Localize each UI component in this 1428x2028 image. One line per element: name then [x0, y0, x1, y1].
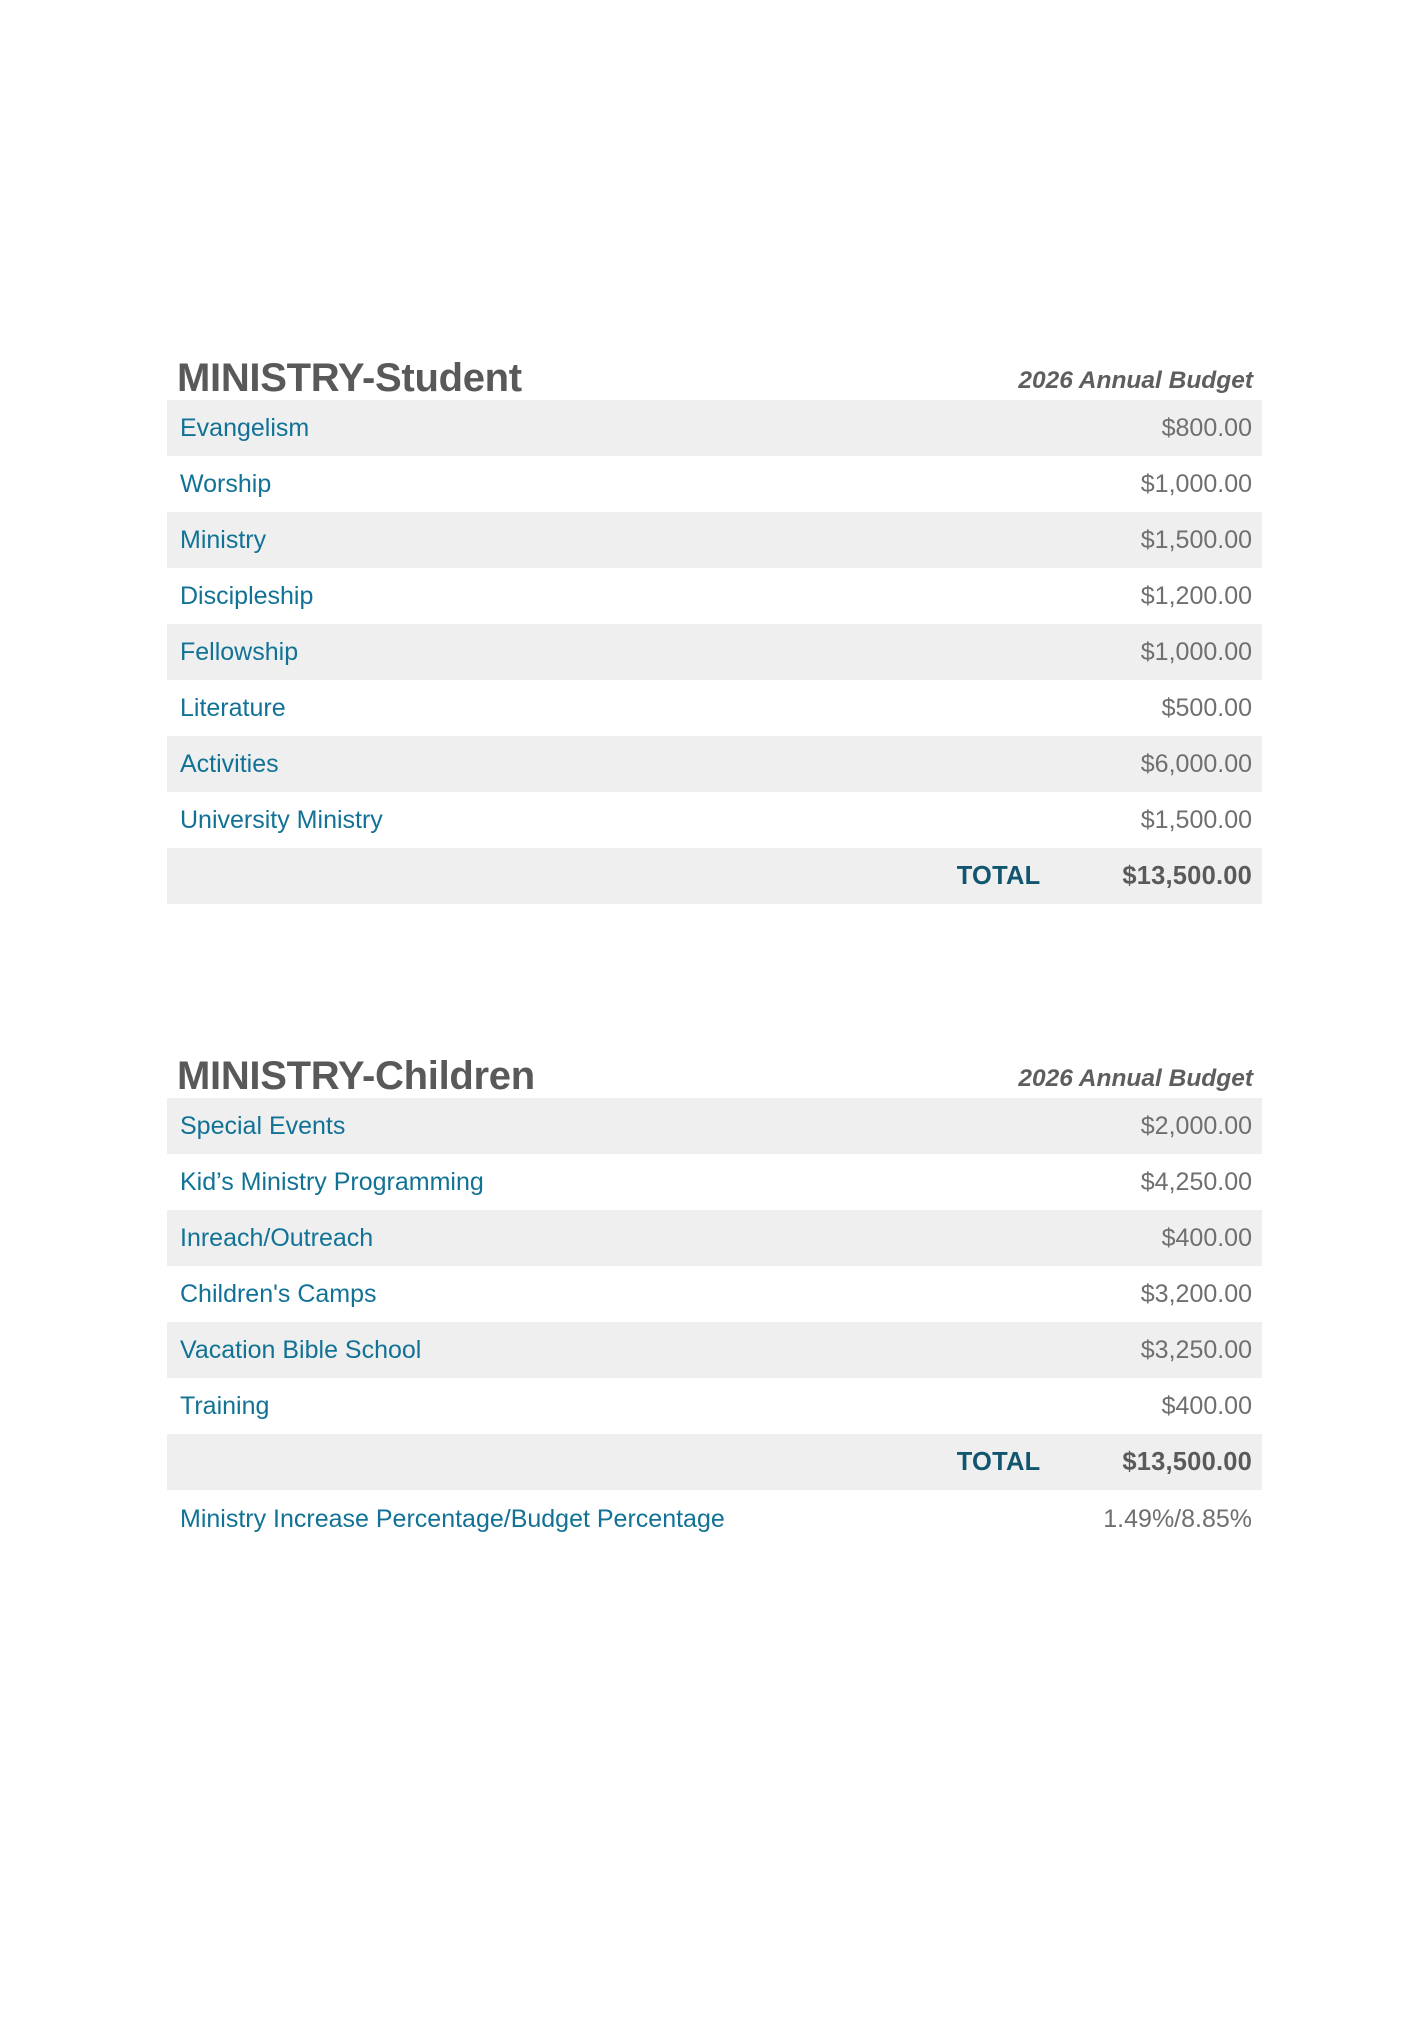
- table-period-children: 2026 Annual Budget: [1018, 1065, 1253, 1092]
- ministry-percentage-label: Ministry Increase Percentage/Budget Percentage: [180, 1505, 725, 1533]
- row-amount: $500.00: [1161, 694, 1252, 722]
- row-amount: $6,000.00: [1140, 750, 1252, 778]
- budget-table-student: [167, 338, 1262, 904]
- table-period-student: 2026 Annual Budget: [1018, 367, 1253, 394]
- table-row: [167, 736, 1262, 792]
- total-label: TOTAL: [956, 862, 1041, 890]
- row-amount: $400.00: [1161, 1392, 1252, 1420]
- row-label: Worship: [180, 470, 272, 498]
- total-label: TOTAL: [956, 1448, 1041, 1476]
- table-header-children: [167, 1036, 1262, 1098]
- table-row: [167, 680, 1262, 736]
- row-amount: $2,000.00: [1140, 1112, 1252, 1140]
- row-label: Evangelism: [180, 414, 310, 442]
- table-title-student: MINISTRY-Student: [177, 356, 522, 400]
- table-total-row-children: [167, 1434, 1262, 1490]
- total-amount: $13,500.00: [1122, 862, 1252, 890]
- table-row: [167, 624, 1262, 680]
- row-amount: $3,250.00: [1140, 1336, 1252, 1364]
- row-label: Special Events: [180, 1112, 346, 1140]
- row-label: Vacation Bible School: [180, 1336, 422, 1364]
- table-total-row-student: [167, 848, 1262, 904]
- table-row: [167, 400, 1262, 456]
- table-row: [167, 1154, 1262, 1210]
- row-amount: $800.00: [1161, 414, 1252, 442]
- row-label: Fellowship: [180, 638, 299, 666]
- row-label: Training: [180, 1392, 270, 1420]
- ministry-percentage-row: [167, 1490, 1262, 1548]
- row-label: University Ministry: [180, 806, 383, 834]
- row-label: Children's Camps: [180, 1280, 377, 1308]
- table-row: [167, 1210, 1262, 1266]
- row-amount: $1,500.00: [1140, 526, 1252, 554]
- table-row: [167, 792, 1262, 848]
- table-row: [167, 568, 1262, 624]
- row-label: Kid’s Ministry Programming: [180, 1168, 484, 1196]
- row-amount: $1,000.00: [1140, 638, 1252, 666]
- row-label: Ministry: [180, 526, 267, 554]
- table-row: [167, 456, 1262, 512]
- table-title-children: MINISTRY-Children: [177, 1054, 535, 1098]
- ministry-percentage-value: 1.49%/8.85%: [1103, 1505, 1252, 1533]
- table-rows-children: [167, 1098, 1262, 1548]
- row-amount: $1,500.00: [1140, 806, 1252, 834]
- table-header-student: [167, 338, 1262, 400]
- row-label: Inreach/Outreach: [180, 1224, 374, 1252]
- row-amount: $3,200.00: [1140, 1280, 1252, 1308]
- table-row: [167, 1098, 1262, 1154]
- table-row: [167, 1322, 1262, 1378]
- total-amount: $13,500.00: [1122, 1448, 1252, 1476]
- table-rows-student: [167, 400, 1262, 904]
- row-label: Literature: [180, 694, 286, 722]
- row-amount: $1,200.00: [1140, 582, 1252, 610]
- row-label: Discipleship: [180, 582, 314, 610]
- row-amount: $400.00: [1161, 1224, 1252, 1252]
- table-row: [167, 1378, 1262, 1434]
- row-amount: $1,000.00: [1140, 470, 1252, 498]
- row-amount: $4,250.00: [1140, 1168, 1252, 1196]
- row-label: Activities: [180, 750, 279, 778]
- table-row: [167, 512, 1262, 568]
- table-row: [167, 1266, 1262, 1322]
- budget-table-children: [167, 1036, 1262, 1548]
